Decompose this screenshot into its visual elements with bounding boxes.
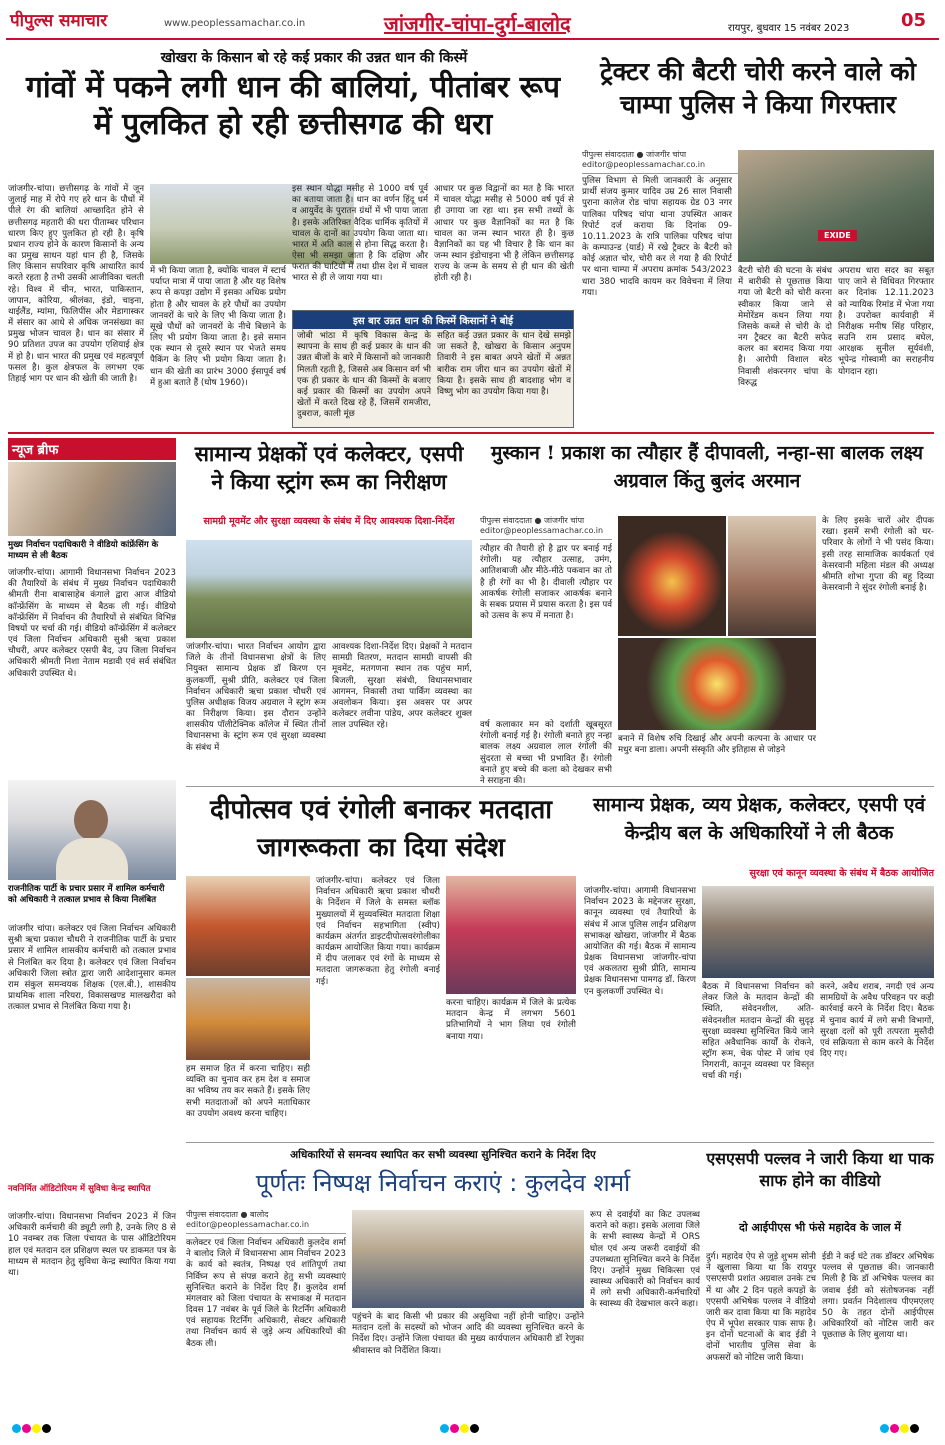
cmyk-registration-mark bbox=[440, 1424, 500, 1436]
story-battery-col3: अपराध धारा सदर का सबूत पाए जाने से विधिवत गिरफ्तार कर दिनांक 12.11.2023 को न्यायिक रिमांड में भेजा गया है। उपरोक्त कार्यवाही में निरीक्षक मनीष सिंह परिहार, सउनि राम प्रसाद बघेल, आरक्षक सुनील सूर्यवंशी, भूपेन्द्र गोस्वामी का सराहनीय योगदान रहा। bbox=[838, 266, 934, 377]
story-mahadev-headline: एसएसपी पल्लव ने जारी किया था पाक साफ होने का वीडियो bbox=[706, 1149, 934, 1191]
story-paddy-col1: जांजगीर-चांपा। छत्तीसगढ़ के गांवों में जून जुलाई माह में रोपे गए हरे धान के पौधों में पीले रंग की बालियां आच्छादित होने से छत्तीसगढ़ महतारी की धरा पीताम्बर परिधान धारण किए हुए पुलकित हो रही है। कृषि प्रधान राज्य होने के कारण किसानों के अन्य का प्रमुख साधन यहां धान ही है, जिसके लिए किसान सपरिवार कृषि आधारित कार्य करते रहता है तभी उसकी आजीविका चलती रहे। विश्व में चीन, भारत, पाकिस्तान, जापान, कोरिया, श्रीलंका, इंडो, चाइना, थाईलैंड, म्यांमा, फिलिपींस और मेडागास्कर में संसार का आधे से अधिक जनसंख्या का प्रमुख भोजन चावल है। धान का संसार में 90 प्रतिशत उपज का उपयोग एशियाई क्षेत्र में हो है। धान भारत की प्रमुख एवं महत्वपूर्ण फसल है। कुल क्षेत्रफल के लगभग एक तिहाई भाग पर धान की खेती की जाती है। bbox=[8, 184, 144, 384]
story-meeting-col3: करने, अवैध शराब, नगदी एवं अन्य सामग्रियों के अवैध परिवहन पर कड़ी कार्रवाई करने के निर्देश दिए। बैठक में चुनाव कार्य में लगे सभी विभागों, सुरक्षा दलों को पूरी तत्परता मुस्तैदी एवं सक्रियता से काम करने के निर्देश दिए गए। bbox=[820, 982, 934, 1060]
byline-email[interactable]: editor@peoplessamachar.co.in bbox=[480, 526, 604, 536]
newspaper-logo: पीपुल्स समाचार bbox=[10, 11, 108, 31]
story-battery-col2: बैटरी चोरी की घटना के संबंध में बारीकी से पूछताछ किया गया जो बैटरी को चोरी करना स्वीकार किया जाने से मेमोरेंडम कथन लिया गया जिसके कब्जे से चोरी के दो नग ट्रैक्टर का बैटरी सफेद कलर का बरामद किया गया है। आरोपी विशाल बरेठ निवासी शंकरनगर चांपा के विरुद्ध bbox=[738, 266, 832, 388]
story-paddy-kicker: खोखरा के किसान बो रहे कई प्रकार की उन्नत धान की किस्में bbox=[160, 50, 468, 66]
deepotsav-photo-3 bbox=[446, 876, 576, 994]
story-meeting-col1: जांजगीर-चांपा। आगामी विधानसभा निर्वाचन 2023 के मद्देनजर सुरक्षा, कानून व्यवस्था एवं तैयारियों के संबंध में आज पुलिस लाईन प्रशिक्षण सभाकक्ष खोखरा, जांजगीर में बैठक आयोजित की गई। बैठक में सामान्य प्रेक्षक विधानसभा जांजगीर-चांपा एवं अकलतरा सुश्री प्रीति, सामान्य प्रेक्षक विधानसभा पामगढ़ डॉ. किरण एन कुलकर्णी उपस्थित थे। bbox=[584, 886, 696, 997]
deepotsav-photo-2 bbox=[186, 978, 310, 1060]
byline-email[interactable]: editor@peoplessamachar.co.in bbox=[582, 160, 706, 170]
brief1-text: जांजगीर-चांपा। आगामी विधानसभा निर्वाचन 2023 की तैयारियों के संबंध में मुख्य निर्वाचन पदाधिकारी श्रीमती रीना बाबासाहेब कंगाले द्वारा आज वीडियो कॉन्फ्रेंसिंग के माध्यम से बैठक ली गई। वीडियो कॉन्फ्रेंसिंग में निर्वाचन की तैयारियों से संबंधित विभिन्न विषयों पर चर्चा की गई। वीडियो कॉन्फ्रेंसिंग में कलेक्टर एवं जिला निर्वाचन अधिकारी सुश्री ऋचा प्रकाश चौधरी, अपर कलेक्टर एसपी बैद, उप जिला निर्वाचन अधिकारी श्रीमती निशा नेताम मडावी एवं सर्व संबंधित अधिकारी उपस्थित थे। bbox=[8, 568, 176, 679]
website-url[interactable]: www.peoplessamachar.co.in bbox=[164, 18, 306, 29]
balod-meeting-photo bbox=[352, 1210, 584, 1308]
battery-box-label: EXIDE bbox=[818, 230, 857, 241]
battery-arrest-photo bbox=[738, 150, 934, 262]
rangoli-photo-1 bbox=[618, 516, 726, 636]
story-balod-col1: कलेक्टर एवं जिला निर्वाचन अधिकारी कुलदेव शर्मा ने बालोद जिले में विधानसभा आम निर्वाचन 2023 के कार्य को स्वतंत्र, निष्पक्ष एवं शांतिपूर्ण तथा निर्विघ्न रूप से संपन्न कराने हेतु सभी व्यवस्थाएं सुनिश्चित कराने के निर्देश दिए हैं। कुलदेव शर्मा मंगलवार को जिला पंचायत के सभाकक्ष में मतदान दिवस 17 नवंबर के पूर्व जिले के रिटर्निंग अधिकारी एवं सहायक रिटर्निंग अधिकारी, सेक्टर अधिकारी तथा निर्वाचन कार्य से जुड़े अन्य अधिकारियों की बैठक ली। bbox=[186, 1238, 346, 1349]
rangoli-photo-3 bbox=[618, 638, 816, 730]
story-balod-headline: पूर्णतः निष्पक्ष निर्वाचन कराएं : कुलदेव शर्मा bbox=[255, 1169, 631, 1197]
story-balod-col3: रूप से दवाईयों का किट उपलब्ध कराने को कहा। इसके अलावा जिले के सभी स्वास्थ्य केन्द्रों में ORS घोल एवं अन्य जरूरी दवाईयों की उपलब्धता सुनिश्चित करने के निर्देश दिए। उन्होंने मुख्य चिकित्सा एवं स्वास्थ्य अधिकारी को निर्वाचन कार्य में लगे सभी अधिकारी-कर्मचारियों के स्वास्थ्य की देखभाल करने कहा। bbox=[590, 1210, 700, 1310]
story-rangoli-col2: वर्ष कलाकार मन को दर्शाती खूबसूरत रंगोली बनाई गई है। रंगोली बनाते हुए नन्हा बालक लक्ष्य अग्रवाल लाल रंगोली की सुंदरता से बच्चा भी प्रभावित हैं। रंगोली बनाते हुए बच्चे की कला को देखकर सभी ने सराहना की। bbox=[480, 720, 612, 786]
deepotsav-photo-1 bbox=[186, 876, 310, 976]
brief3-headline: नवनिर्मित ऑडिटोरियम में सुविधा केन्द्र स्थापित bbox=[8, 1184, 151, 1194]
strongroom-inspection-photo bbox=[186, 540, 472, 638]
story-rangoli-byline bbox=[480, 516, 612, 540]
byline-text: पीपुल्स संवाददाता ● जांजगीर चांपा bbox=[480, 516, 585, 525]
horizontal-divider bbox=[186, 1142, 934, 1143]
masthead bbox=[6, 6, 939, 40]
person-silhouette-icon bbox=[74, 800, 108, 840]
story-deepotsav-col1: जांजगीर-चांपा। कलेक्टर एवं जिला निर्वाचन अधिकारी ऋचा प्रकाश चौधरी के निर्देशन में जिले के समस्त ब्लॉक मुख्यालयों में सुव्यवस्थित मतदाता शिक्षा एवं निर्वाचन सहभागिता (स्वीप) कार्यक्रम अंतर्गत डाइटदीपोत्सवरंगोलीका कार्यक्रम आयोजित किया गया। कार्यक्रम में दीप जलाकर एवं रंगों के माध्यम से मतदाता जागरूकता हेतु रंगोली बनाई गई। bbox=[316, 876, 440, 987]
brief3-text: जांजगीर-चांपा। विधानसभा निर्वाचन 2023 में जिन अधिकारी कर्मचारी की ड्यूटी लगी है, उनके लिए 8 से 10 नवम्बर तक जिला पंचायत के पास ऑडिटोरियम हाल एवं मतदान दल प्रशिक्षण स्थल पर डाकमत पत्र के माध्यम से मतदान हेतु सुविधा केन्द्र स्थापित किया गया था। bbox=[8, 1212, 176, 1278]
paddy-sub-box-col1: जोबी भांठा में कृषि विकास केन्द्र के स्थापना के साथ ही कई प्रकार के धान की उन्नत बीजों के बारे में किसानों को जानकारी मिलती रहती है, जिससे अब किसान वर्ग भी एक ही प्रकार के धान की किस्मों के बजाए कई प्रकार की किस्मों का उपयोग अपने खेतों में करते दिख रहे हैं, जिसमें रामजीरा, दुबराज, काली मूंछ bbox=[297, 331, 431, 420]
story-rangoli-caption: बनाने में विशेष रुचि दिखाई और अपनी कल्पना के आधार पर मधुर बना डाला। अपनी संस्कृति और इतिहास से जोड़ने bbox=[618, 734, 816, 756]
story-deepotsav-headline: दीपोत्सव एवं रंगोली बनाकर मतदाता जागरूकता का दिया संदेश bbox=[210, 795, 552, 863]
story-mahadev-col1: दुर्ग। महादेव ऐप से जुड़े शुभम सोनी ने खुलासा किया था कि रायपुर एसएसपी प्रशांत अग्रवाल उनके टच में था और 2 दिन पहले कपड़ों के एएसपी अभिषेक पल्लव ने वीडियो जारी कर दावा किया था कि महादेव ऐप में भूपेश सरकार पाक साफ है। इन दोनों घटनाओं के बाद ईडी ने दोनों भारतीय पुलिस सेवा के अफसरों को नोटिस जारी किया। bbox=[706, 1252, 816, 1363]
byline-email[interactable]: editor@peoplessamachar.co.in bbox=[186, 1220, 310, 1230]
brief1-headline: मुख्य निर्वाचन पदाधिकारी ने वीडियो कांफ्रेंसिंग के माध्यम से ली बैठक bbox=[8, 540, 159, 561]
story-strongroom-subhead: सामग्री मूवमेंट और सुरक्षा व्यवस्था के संबंध में दिए आवश्यक दिशा-निर्देश bbox=[203, 516, 455, 527]
election-officer-photo bbox=[8, 462, 176, 536]
story-paddy-col3: इस स्थान योद्धा मसीह से 1000 वर्ष पूर्व का बताया जाता है। धान का वर्णन हिंदू धर्म व आयुर्वेद के पुरातन ग्रंथों में भी पाया जाता है। इसके अतिरिक्त वैदिक धार्मिक कृतियों में चावल के दानों का उपयोग किया जाता था। भारत में अति काल से होना सिद्ध करता है। ऐसा भी समझा जाता है कि दक्षिण और फरात की घाटियों में तथा ग्रीस देश में चावल भारत से ही ले जाया गया था। bbox=[292, 184, 428, 284]
brief2-text: जांजगीर चांपा। कलेक्टर एवं जिला निर्वाचन अधिकारी सुश्री ऋचा प्रकाश चौधरी ने राजनीतिक पार्टी के प्रचार प्रसार में शामिल शासकीय कर्मचारी को तत्काल प्रभाव से निलंबित कर दिया है। कलेक्टर एवं जिला निर्वाचन अधिकारी जिला स्त्रोत द्वारा जारी आदेशानुसार कमल राम संकुल समन्वयक शिक्षक (एल.बी.), शासकीय प्राथमिक शाला नरियरा, विकासखण्ड मालखरौदा को तत्काल प्रभाव से निलंबित किया गया है। bbox=[8, 924, 176, 1013]
story-strongroom-headline: सामान्य प्रेक्षकों एवं कलेक्टर, एसपी ने किया स्ट्रांग रूम का निरीक्षण bbox=[194, 441, 464, 495]
story-mahadev-col2: ईडी ने कई घंटे तक डॉक्टर अभिषेक पल्लव से पूछताछ की। जानकारी मिली है कि डॉ अभिषेक पल्लव का जवाब ईडी को संतोषजनक नहीं लगा। प्रवर्तन निदेशालय पीएमएलए 50 के तहत दोनों आईपीएस अधिकारियों को नोटिस जारी कर पूछताछ के लिए बुलाया था। bbox=[822, 1252, 934, 1341]
story-balod-byline bbox=[186, 1210, 346, 1234]
story-rangoli-headline: मुस्कान ! प्रकाश का त्यौहार हैं दीपावली, नन्हा-सा बालक लक्ष्य अग्रवाल किंतु बुलंद अरमान bbox=[491, 442, 923, 492]
page-number: 05 bbox=[901, 10, 927, 31]
byline-text: पीपुल्स संवाददाता ● जांजगीर चांपा bbox=[582, 150, 687, 159]
horizontal-divider bbox=[8, 432, 934, 434]
news-brief-label: न्यूज ब्रीफ bbox=[8, 438, 176, 460]
story-balod-kicker: अधिकारियों से समन्वय स्थापित कर सभी व्यवस्था सुनिश्चित कराने के निर्देश दिए bbox=[290, 1149, 596, 1161]
story-meeting-subhead: सुरक्षा एवं कानून व्यवस्था के संबंध में बैठक आयोजित bbox=[749, 868, 934, 879]
paddy-sub-box-title: इस बार उन्नत धान की किस्में किसानों ने बोई bbox=[293, 311, 573, 329]
rangoli-photo-2 bbox=[728, 516, 816, 636]
issue-date: रायपुर, बुधवार 15 नवंबर 2023 bbox=[728, 23, 850, 34]
story-strongroom-col1: जांजगीर-चांपा। भारत निर्वाचन आयोग द्वारा जिले के तीनों विधानसभा क्षेत्रों के लिए नियुक्त सामान्य प्रेक्षक डॉ किरण एन कुलकर्णी, सुश्री प्रीति, कलेक्टर एवं जिला निर्वाचन अधिकारी ऋचा प्रकाश चौधरी एवं पुलिस अधीक्षक विजय अग्रवाल ने स्ट्रांग रूम का निरीक्षण किया। इस दौरान उन्होंने शासकीय पॉलीटेक्निक कॉलेज में स्थित तीनों विधानसभा के स्ट्रांग रूम एवं सुरक्षा व्यवस्था के संबंध में bbox=[186, 642, 326, 753]
paddy-sub-box bbox=[292, 310, 574, 428]
story-deepotsav-col2: हम समाज हित में करना चाहिए। सही व्यक्ति का चुनाव कर हम देश व समाज का भविष्य तय कर सकते हैं। इसके लिए सभी मतदाताओं को अपने मताधिकार का उपयोग अवश्य करना चाहिए। bbox=[186, 1064, 310, 1119]
story-paddy-col4: आधार पर कुछ विद्वानों का मत है कि भारत में चावल योद्धा मसीह से 5000 वर्ष पूर्व से ही उगाया जा रहा था। इस सभी तथ्यों के आधार पर कुछ वैज्ञानिकों का मत है कि चावल का जन्म स्थान भारत ही है। कुछ वैज्ञानिकों का यह भी विचार है कि धान का जन्म स्थान इंडोचाइना भी है लेकिन छत्तीसगढ़ राज्य के जन्म के समय से ही धान की खेती होती रही है। bbox=[434, 184, 574, 284]
story-battery-headline: ट्रेक्टर की बैटरी चोरी करने वाले को चाम्पा पुलिस ने किया गिरफ्तार bbox=[600, 57, 916, 119]
byline-text: पीपुल्स संवाददाता ● बालोद bbox=[186, 1210, 269, 1219]
cmyk-registration-mark bbox=[12, 1424, 72, 1436]
cmyk-registration-mark bbox=[880, 1424, 940, 1436]
story-mahadev-subhead: दो आईपीएस भी फंसे महादेव के जाल में bbox=[739, 1221, 901, 1234]
section-title: जांजगीर-चांपा-दुर्ग-बालोद bbox=[384, 12, 571, 36]
story-paddy-headline: गांवों में पकने लगी धान की बालियां, पीतांबर रूप में पुलकित हो रही छत्तीसगढ की धरा bbox=[25, 70, 561, 142]
story-deepotsav-col3: करना चाहिए। कार्यक्रम में जिले के प्रत्येक मतदान केन्द्र में लगभग 5601 प्रतिभागियों ने भाग लिया एवं रंगोली बनाया गया। bbox=[446, 998, 576, 1042]
story-balod-col2: पहुंचने के बाद किसी भी प्रकार की असुविधा नहीं होनी चाहिए। उन्होंने मतदान दलों के सदस्यों को भोजन आदि की व्यवस्था सुनिश्चित करने के निर्देश दिए। उन्होंने जिला पंचायत की मुख्य कार्यपालन अधिकारी डॉ रेणुका श्रीवास्तव को निर्देशित किया। bbox=[352, 1312, 584, 1356]
story-battery-col1: पुलिस विभाग से मिली जानकारी के अनुसार प्रार्थी संजय कुमार यादिव उम्र 26 साल निवासी पुराना कालेज रोड चांपा सहायक ग्रेड 03 नगर पालिका परिषद चांपा थाना उपस्थित आकर रिपोर्ट दर्ज कराया कि दिनांक 09-10.11.2023 के रात्रि पालिका परिषद चांपा के कम्पाउन्ड (यार्ड) में रखे ट्रैक्टर के बैटरी को कोई अज्ञात चोर, चोरी कर ले गया है की रिपोर्ट पर थाना चाम्पा में अपराध क्रमांक 543/2023 धारा 380 भादवि कायम कर विवेचना में लिया गया। bbox=[582, 176, 732, 298]
paddy-sub-box-col2: सहित कई उन्नत प्रकार के धान देखे समझे जा सकते है, खोखरा के किसान अनुपम तिवारी ने इस बाबत अपने खेतों में अन्नत बारीक राम जीरा धान का उपयोग खेतों में किया है। इसके साथ ही बादशाह भोग व विष्णु भोग का उपयोग किया गया है। bbox=[437, 331, 571, 397]
story-meeting-headline: सामान्य प्रेक्षक, व्यय प्रेक्षक, कलेक्टर, एसपी एवं केन्द्रीय बल के अधिकारियों ने ली बैठक bbox=[592, 794, 926, 844]
suspended-employee-photo bbox=[8, 780, 176, 880]
story-paddy-col2: में भी किया जाता है, क्योंकि चावल में स्टार्च पर्याप्त मात्रा में पाया जाता है और यह विशेष रूप से कपड़ा उद्योग में इसका अधिक प्रयोग होता है और चावल के हरे पौधों का उपयोग जानवरों के चारे के लिए भी किया जाता है। सूखे पौधों को जानवरों के नीचे बिछाने के लिए भी प्रयोग किया जाता है। इसे समान एक स्थान से दूसरे स्थान पर भेजते समय पैकिंग के लिए भी प्रयोग किया जाता है। धान की खेती का प्रारंभ 3000 ईसापूर्व वर्ष में हुआ बताते हैं (घोष 1960)। bbox=[150, 266, 286, 388]
meeting-photo bbox=[702, 886, 934, 978]
story-meeting-col2: बैठक में विधानसभा निर्वाचन को लेकर जिले के मतदान केन्द्रों की स्थिति, संवेदनशील, अति-संवेदनशील मतदान केन्द्रों की सुदृढ़ सुरक्षा व्यवस्था सुनिश्चित किये जाने सहित अवैधानिक कार्यों के रोकने, स्ट्रॉग रूम, चेक पोस्ट में जांच एवं निगरानी, कानून व्यवस्था पर विस्तृत चर्चा की गई। bbox=[702, 982, 814, 1082]
story-rangoli-col3: के लिए इसके चारों ओर दीपक रखा। इसमें सभी रंगोली को घर-परिवार के लोगों ने भी पसंद किया। इसी तरह सामाजिक कार्यकर्ता एवं केसरवानी महिला मंडल की अध्यक्ष श्रीमति शोभा गुप्ता की बहू दिव्या केसरवानी ने सुंदर रंगोली बनाई है। bbox=[822, 516, 934, 594]
story-strongroom-col2: आवश्यक दिशा-निर्देश दिए। प्रेक्षकों ने मतदान सामग्री वितरण, मतदान सामग्री वापसी की मूवमेंट, मतगणना स्थान तक पहुंच मार्ग, बिजली, सुरक्षा संबंधी, विधानसभावार आगमन, निकासी तथा पार्किंग व्यवस्था का अवलोकन किया। इस अवसर पर अपर कलेक्टर लवीना पांडेय, अपर कलेक्टर शुक्ल लाल उपस्थित रहे। bbox=[332, 642, 472, 731]
story-rangoli-col1: त्यौहार की तैयारी हो है द्वार पर बनाई गई रंगोली। यह त्यौहार उत्साह, उमंग, आतिशबाजी और मीठे-मीठे पकवान का तो है ही रंगों का भी है। दीवाली त्यौहार पर आकर्षक रंगोली सजाकर आकर्षक बनाने के सबक प्रयास में प्रयास करता है। इस पर्व को उत्सव के रूप में मनाता है। bbox=[480, 544, 612, 622]
horizontal-divider bbox=[186, 786, 934, 787]
brief2-caption: राजनीतिक पार्टी के प्रचार प्रसार में शामिल कर्मचारी को अधिकारी ने तत्काल प्रभाव से किया निलंबित bbox=[8, 884, 165, 905]
